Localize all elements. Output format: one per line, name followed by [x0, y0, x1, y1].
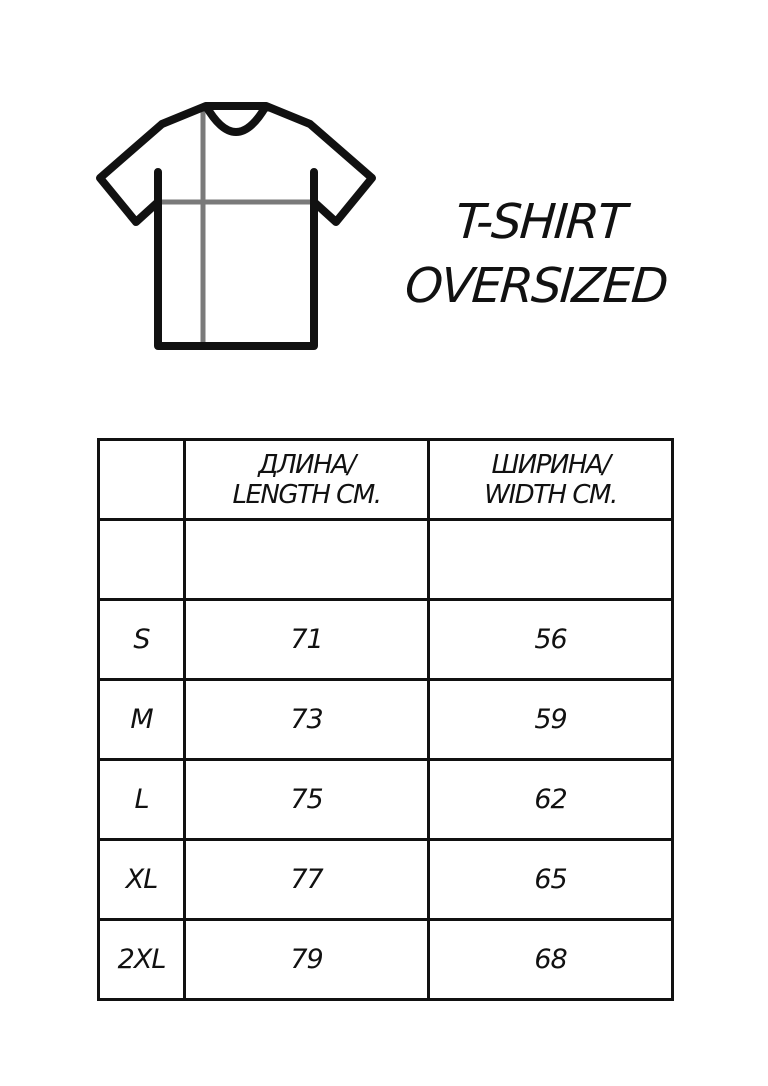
title-line-1: T-SHIRT — [453, 194, 627, 250]
header-row — [99, 440, 673, 520]
header-length-ru: ДЛИНА/ — [258, 449, 355, 480]
width-cell: 62 — [429, 760, 673, 840]
size-cell: S — [99, 600, 185, 680]
header-length-en: LENGTH CM. — [232, 479, 381, 510]
width-cell: 68 — [429, 920, 673, 1000]
table-row — [99, 840, 673, 920]
table-row — [99, 600, 673, 680]
tshirt-measure-icon — [96, 96, 378, 352]
width-cell: 56 — [429, 600, 673, 680]
size-cell: 2XL — [99, 920, 185, 1000]
size-cell: XL — [99, 840, 185, 920]
width-cell: 65 — [429, 840, 673, 920]
header-size — [99, 440, 185, 520]
width-cell — [429, 520, 673, 600]
length-cell: 79 — [185, 920, 429, 1000]
header-width-en: WIDTH CM. — [484, 479, 617, 510]
length-cell: 71 — [185, 600, 429, 680]
size-cell — [99, 520, 185, 600]
length-cell: 73 — [185, 680, 429, 760]
table-row — [99, 680, 673, 760]
table-row — [99, 920, 673, 1000]
header-width-ru: ШИРИНА/ — [491, 449, 610, 480]
header-width — [429, 440, 673, 520]
tshirt-outline — [100, 106, 372, 346]
length-cell — [185, 520, 429, 600]
table-row — [99, 520, 673, 600]
size-cell: L — [99, 760, 185, 840]
length-cell: 77 — [185, 840, 429, 920]
size-chart-table — [97, 438, 674, 1001]
product-title — [384, 190, 693, 318]
width-cell: 59 — [429, 680, 673, 760]
title-line-2: OVERSIZED — [403, 258, 669, 314]
header-length — [185, 440, 429, 520]
size-cell: M — [99, 680, 185, 760]
table-row — [99, 760, 673, 840]
length-cell: 75 — [185, 760, 429, 840]
